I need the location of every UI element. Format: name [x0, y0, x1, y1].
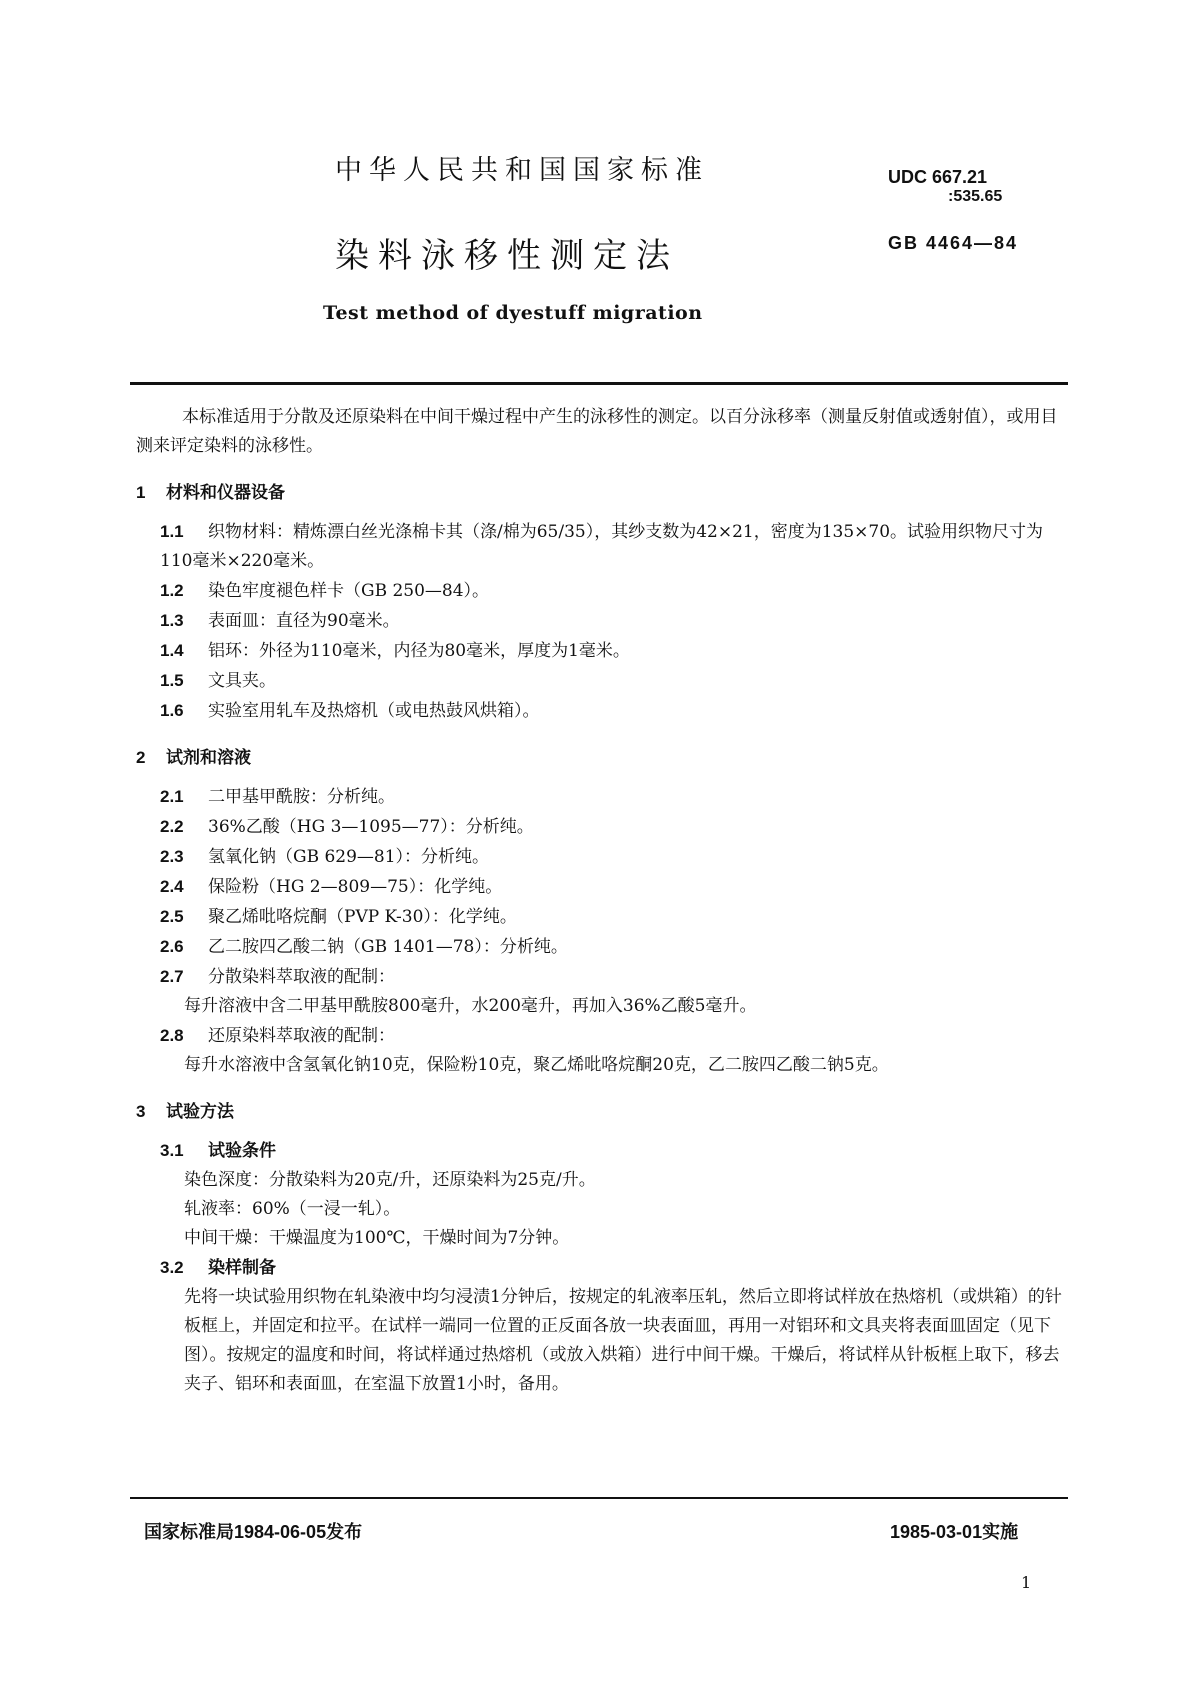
document-title-en: Test method of dyestuff migration [323, 302, 703, 324]
item-2-8-detail: 每升水溶液中含氢氧化钠10克，保险粉10克，聚乙烯吡咯烷酮20克，乙二胺四乙酸二钠5克。 [184, 1055, 889, 1075]
item-2-6: 2.6 乙二胺四乙酸二钠（GB 1401—78）：分析纯。 [160, 937, 568, 957]
item-1-1: 1.1 织物材料：精炼漂白丝光涤棉卡其（涤/棉为65/35），其纱支数为42×21，密度为135×70。试验用织物尺寸为110毫米×220毫米。 [160, 522, 1044, 571]
page-number: 1 [1021, 1573, 1032, 1592]
section-3-heading: 3 试验方法 [136, 1102, 234, 1121]
item-2-7: 2.7 分散染料萃取液的配制： [160, 967, 395, 987]
item-1-5: 1.5 文具夹。 [160, 671, 276, 691]
issue-date: 国家标准局1984-06-05发布 [144, 1522, 363, 1542]
condition-line-3: 中间干燥：干燥温度为100℃，干燥时间为7分钟。 [184, 1228, 570, 1248]
item-2-8: 2.8 还原染料萃取液的配制： [160, 1026, 395, 1046]
section-2-heading: 2 试剂和溶液 [136, 748, 251, 767]
item-2-1: 2.1 二甲基甲酰胺：分析纯。 [160, 787, 395, 807]
document-title: 染料泳移性测定法 [335, 236, 679, 276]
subsection-3-1-heading: 3.1 试验条件 [160, 1141, 276, 1160]
subsection-3-2-heading: 3.2 染样制备 [160, 1258, 276, 1277]
udc-line-2: :535.65 [948, 188, 1003, 205]
item-2-3: 2.3 氢氧化钠（GB 629—81）：分析纯。 [160, 847, 490, 867]
document-body [136, 403, 1066, 1399]
item-2-4: 2.4 保险粉（HG 2—809—75）：化学纯。 [160, 877, 503, 897]
item-1-3: 1.3 表面皿：直径为90毫米。 [160, 611, 400, 631]
item-2-7-detail: 每升溶液中含二甲基甲酰胺800毫升，水200毫升，再加入36%乙酸5毫升。 [184, 996, 757, 1016]
item-1-6: 1.6 实验室用轧车及热熔机（或电热鼓风烘箱）。 [160, 701, 540, 721]
udc-code [888, 167, 1002, 207]
condition-line-1: 染色深度：分散染料为20克/升，还原染料为25克/升。 [184, 1170, 596, 1190]
top-divider [130, 382, 1068, 385]
sample-prep-paragraph: 先将一块试验用织物在轧染液中均匀浸渍1分钟后，按规定的轧液率压轧，然后立即将试样放在热熔机（或烘箱）的针板框上，并固定和拉平。在试样一端同一位置的正反面各放一块表面皿，再用一对铝环和文具夹将表面皿固定（见下图）。按规定的温度和时间，将试样通过热熔机（或放入烘箱）进行中间干燥。干燥后，将试样从针板框上取下，移去夹子、铝环和表面皿，在室温下放置1小时，备用。 [184, 1287, 1062, 1394]
item-1-2: 1.2 染色牢度褪色样卡（GB 250—84）。 [160, 581, 490, 601]
intro-paragraph: 本标准适用于分散及还原染料在中间干燥过程中产生的泳移性的测定。以百分泳移率（测量反射值或透射值），或用目测来评定染料的泳移性。 [136, 407, 1058, 456]
standard-org-title: 中华人民共和国国家标准 [335, 155, 709, 186]
item-2-2: 2.2 36%乙酸（HG 3—1095—77）：分析纯。 [160, 817, 534, 837]
section-1-heading: 1 材料和仪器设备 [136, 483, 285, 502]
udc-line-1: UDC 667.21 [888, 167, 988, 187]
item-1-4: 1.4 铝环：外径为110毫米，内径为80毫米，厚度为1毫米。 [160, 641, 630, 661]
bottom-divider [130, 1497, 1068, 1499]
effective-date: 1985-03-01实施 [890, 1522, 1019, 1542]
condition-line-2: 轧液率：60%（一浸一轧）。 [184, 1199, 401, 1219]
gb-number: GB 4464—84 [888, 233, 1019, 253]
item-2-5: 2.5 聚乙烯吡咯烷酮（PVP K-30）：化学纯。 [160, 907, 517, 927]
